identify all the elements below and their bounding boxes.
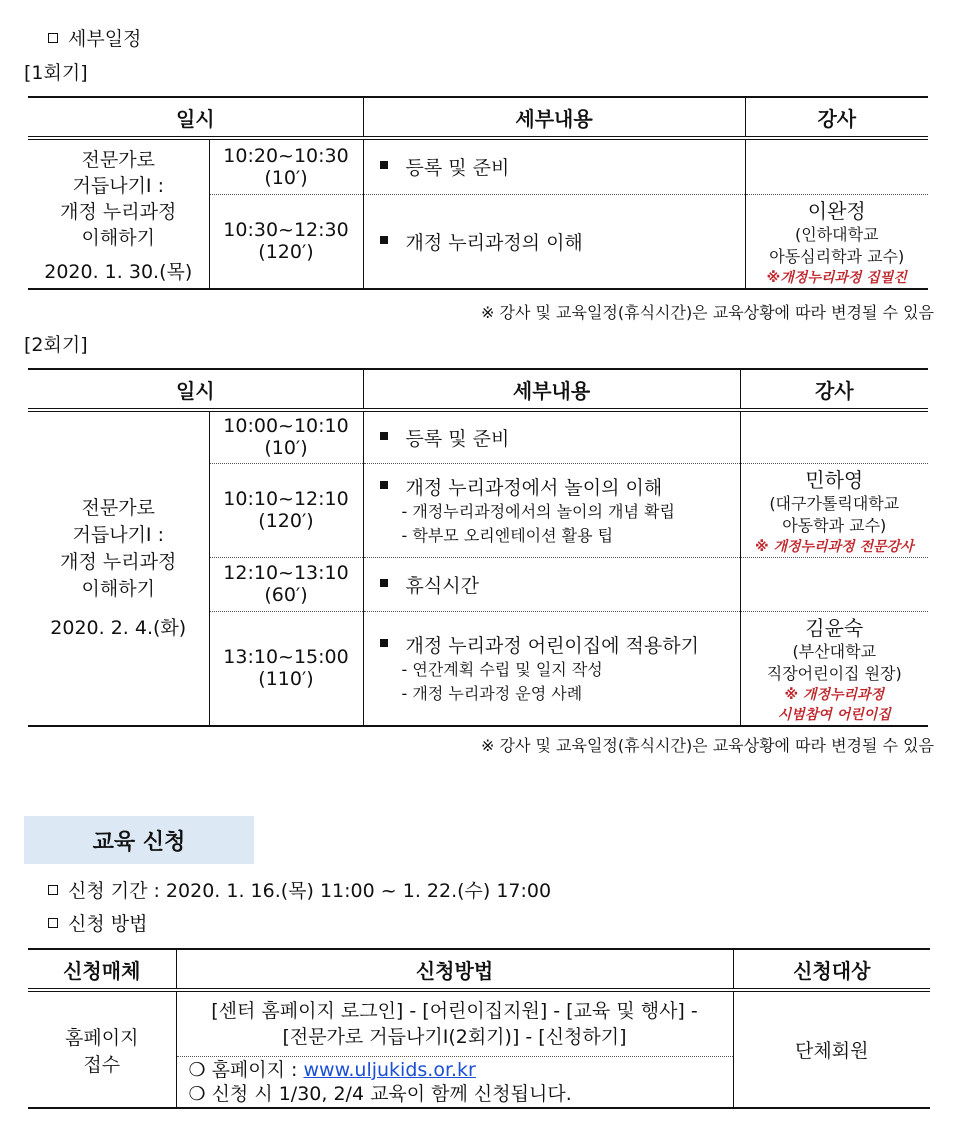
course-date: 2020. 2. 4.(화)	[50, 616, 187, 639]
checkbox-square-icon	[48, 918, 58, 928]
bullet-icon	[380, 432, 388, 440]
session1-label: [1회기]	[24, 62, 88, 84]
apply-period: 신청 기간 : 2020. 1. 16.(목) 11:00 ~ 1. 22.(수) 17:00	[48, 876, 551, 903]
session1-table	[28, 96, 928, 290]
session2-table	[28, 368, 928, 727]
time-cell: 13:10~15:00 (110′)	[209, 611, 363, 726]
time-cell: 10:00~10:10 (10′)	[209, 410, 363, 463]
checkbox-square-icon	[48, 885, 58, 895]
time-cell: 10:20~10:30 (10′)	[209, 138, 363, 194]
target-cell: 단체회원	[733, 990, 930, 1108]
bullet-icon	[380, 161, 388, 169]
header-lecturer: 강사	[814, 378, 854, 403]
content-cell: 개정 누리과정의 이해	[363, 194, 745, 289]
bullet-icon	[380, 481, 388, 489]
section-title: 세부일정	[48, 24, 141, 51]
homepage-link[interactable]: www.uljukids.or.kr	[303, 1058, 476, 1081]
lecturer-empty-cell	[740, 410, 928, 463]
medium-cell: 홈페이지 접수	[28, 990, 176, 1108]
session1-note: ※ 강사 및 교육일정(휴식시간)은 교육상황에 따라 변경될 수 있음	[481, 303, 934, 322]
bullet-icon	[380, 236, 388, 244]
method-notes-cell: ❍ 홈페이지 : www.uljukids.or.kr ❍ 신청 시 1/30, 2/4 교육이 함께 신청됩니다.	[176, 1056, 733, 1108]
lecturer-cell: 민하영 (대구가톨릭대학교 아동학과 교수) ※ 개정누리과정 전문강사	[740, 463, 928, 557]
lecturer-cell: 이완정 (인하대학교 아동심리학과 교수) ※개정누리과정 집필진	[745, 194, 928, 289]
header-date: 일시	[28, 97, 363, 138]
header-content: 세부내용	[363, 97, 745, 138]
header-lecturer: 강사	[817, 106, 857, 131]
checkbox-square-icon	[48, 33, 58, 43]
apply-method-title: 신청 방법	[48, 909, 147, 936]
time-cell: 10:10~12:10 (120′)	[209, 463, 363, 557]
bullet-icon	[380, 639, 388, 647]
time-cell: 10:30~12:30 (120′)	[209, 194, 363, 289]
session2-note: ※ 강사 및 교육일정(휴식시간)은 교육상황에 따라 변경될 수 있음	[481, 736, 934, 755]
header-content: 세부내용	[363, 369, 740, 410]
header-medium: 신청매체	[28, 949, 176, 990]
bullet-icon	[380, 579, 388, 587]
time-cell: 12:10~13:10 (60′)	[209, 557, 363, 611]
course-cell: 전문가로 거듭나기Ⅰ : 개정 누리과정 이해하기 2020. 2. 4.(화)	[28, 410, 209, 726]
content-cell: 등록 및 준비	[363, 410, 740, 463]
content-cell: 휴식시간	[363, 557, 740, 611]
header-method: 신청방법	[176, 949, 733, 990]
apply-note: ❍ 신청 시 1/30, 2/4 교육이 함께 신청됩니다.	[188, 1082, 572, 1105]
course-date: 2020. 1. 30.(목)	[44, 260, 193, 283]
method-path-cell: [센터 홈페이지 로그인] - [어린이집지원] - [교육 및 행사] - [전문가로 거듭나기Ⅰ(2회기)] - [신청하기]	[176, 990, 733, 1056]
lecturer-cell: 김윤숙 (부산대학교 직장어린이집 원장) ※ 개정누리과정 시범참여 어린이집	[740, 611, 928, 726]
header-target: 신청대상	[793, 958, 871, 983]
apply-table	[28, 948, 930, 1109]
lecturer-empty-cell	[745, 138, 928, 194]
content-cell: 개정 누리과정 어린이집에 적용하기 - 연간계획 수립 및 일지 작성 - 개정 누리과정 운영 사례	[363, 611, 740, 726]
content-cell: 개정 누리과정에서 놀이의 이해 - 개정누리과정에서의 놀이의 개념 확립 - 학부모 오리엔테이션 활용 팁	[363, 463, 740, 557]
lecturer-empty-cell	[740, 557, 928, 611]
session2-label: [2회기]	[24, 334, 88, 356]
header-date: 일시	[28, 369, 363, 410]
content-cell: 등록 및 준비	[363, 138, 745, 194]
course-cell: 전문가로 거듭나기Ⅰ : 개정 누리과정 이해하기 2020. 1. 30.(목)	[28, 138, 209, 289]
apply-banner: 교육 신청	[24, 816, 254, 864]
